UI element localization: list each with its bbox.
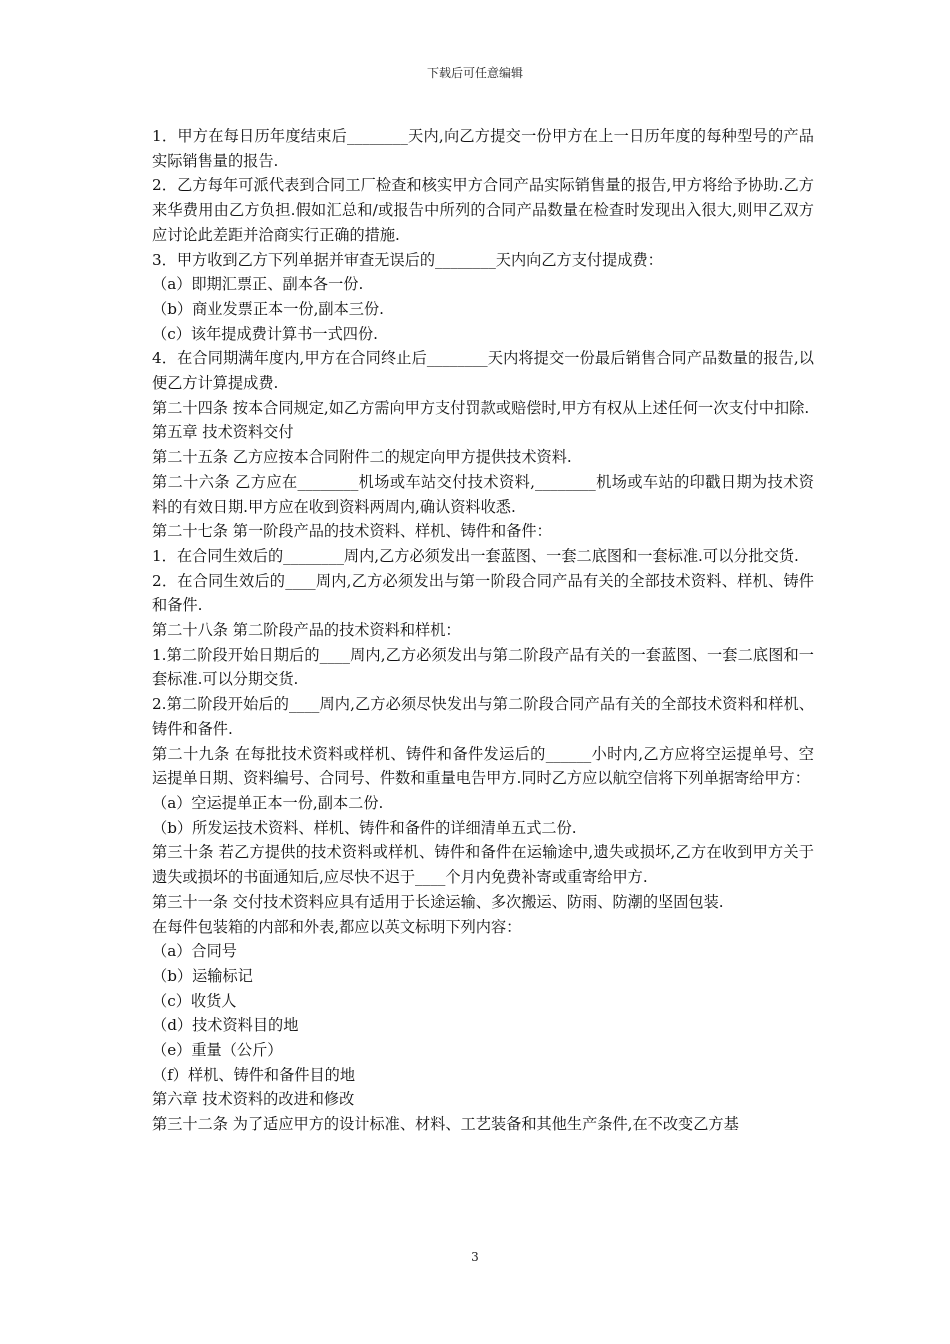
list-item: （a）空运提单正本一份,副本二份. (152, 793, 384, 812)
document-body (146, 124, 814, 1137)
page-header: 下载后可任意编辑 (426, 66, 523, 80)
paragraph: 1.第二阶段开始日期后的____周内,乙方必须发出与第二阶段产品有关的一套蓝图、一套二底图和一套标准.可以分期交货. (152, 645, 814, 689)
chapter-heading: 第六章 技术资料的改进和修改 (152, 1090, 355, 1109)
list-item: （b）运输标记 (152, 966, 253, 985)
paragraph: 在每件包装箱的内部和外表,都应以英文标明下列内容： (152, 917, 522, 936)
paragraph: 1．甲方在每日历年度结束后________天内,向乙方提交一份甲方在上一日历年度的每种型号的产品实际销售量的报告. (152, 127, 814, 170)
paragraph: 3．甲方收到乙方下列单据并审查无误后的________天内向乙方支付提成费： (152, 250, 663, 269)
article-paragraph: 第二十七条 第一阶段产品的技术资料、样机、铸件和备件： (152, 522, 552, 541)
list-item: （e）重量（公斤） (152, 1041, 283, 1060)
article-paragraph: 第三十二条 为了适应甲方的设计标准、材料、工艺装备和其他生产条件,在不改变乙方基 (152, 1115, 739, 1134)
list-item: （b）所发运技术资料、样机、铸件和备件的详细清单五式二份. (152, 818, 577, 837)
page-number: 3 (471, 1250, 479, 1264)
list-item: （a）合同号 (152, 942, 237, 961)
list-item: （c）收货人 (152, 991, 237, 1010)
article-paragraph: 第二十九条 在每批技术资料或样机、铸件和备件发运后的______小时内,乙方应将空运提单号、空运提单日期、资料编号、合同号、件数和重量电告甲方.同时乙方应以航空信将下列单据寄给甲方： (152, 744, 814, 788)
paragraph: 2．乙方每年可派代表到合同工厂检查和核实甲方合同产品实际销售量的报告,甲方将给予协助.乙方来华费用由乙方负担.假如汇总和/或报告中所列的合同产品数量在检查时发现出入很大,则甲乙双方应讨论此差距并洽商实行正确的措施. (152, 176, 814, 244)
article-paragraph: 第二十六条 乙方应在________机场或车站交付技术资料,________机场或车站的印戳日期为技术资料的有效日期.甲方应在收到资料两周内,确认资料收悉. (152, 472, 814, 516)
paragraph: 2．在合同生效后的____周内,乙方必须发出与第一阶段合同产品有关的全部技术资料、样机、铸件和备件. (152, 571, 814, 615)
article-paragraph: 第三十条 若乙方提供的技术资料或样机、铸件和备件在运输途中,遗失或损坏,乙方在收到甲方关于遗失或损坏的书面通知后,应尽快不迟于____个月内免费补寄或重寄给甲方. (152, 843, 814, 887)
article-paragraph: 第二十四条 按本合同规定,如乙方需向甲方支付罚款或赔偿时,甲方有权从上述任何一次支付中扣除. (152, 398, 810, 417)
list-item: （d）技术资料目的地 (152, 1016, 299, 1035)
list-item: （f）样机、铸件和备件目的地 (152, 1065, 356, 1084)
paragraph: 2.第二阶段开始后的____周内,乙方必须尽快发出与第二阶段合同产品有关的全部技术资料和样机、铸件和备件. (152, 695, 814, 738)
article-paragraph: 第二十五条 乙方应按本合同附件二的规定向甲方提供技术资料. (152, 448, 572, 467)
paragraph: 4．在合同期满年度内,甲方在合同终止后________天内将提交一份最后销售合同产品数量的报告,以便乙方计算提成费. (152, 349, 814, 393)
article-paragraph: 第二十八条 第二阶段产品的技术资料和样机： (152, 621, 461, 640)
list-item: （a）即期汇票正、副本各一份. (152, 275, 364, 294)
chapter-heading: 第五章 技术资料交付 (152, 423, 294, 442)
paragraph: 1．在合同生效后的________周内,乙方必须发出一套蓝图、一套二底图和一套标准.可以分批交货. (152, 546, 799, 565)
list-item: （c）该年提成费计算书一式四份. (152, 324, 378, 343)
article-paragraph: 第三十一条 交付技术资料应具有适用于长途运输、多次搬运、防雨、防潮的坚固包装. (152, 892, 724, 911)
list-item: （b）商业发票正本一份,副本三份. (152, 299, 385, 318)
